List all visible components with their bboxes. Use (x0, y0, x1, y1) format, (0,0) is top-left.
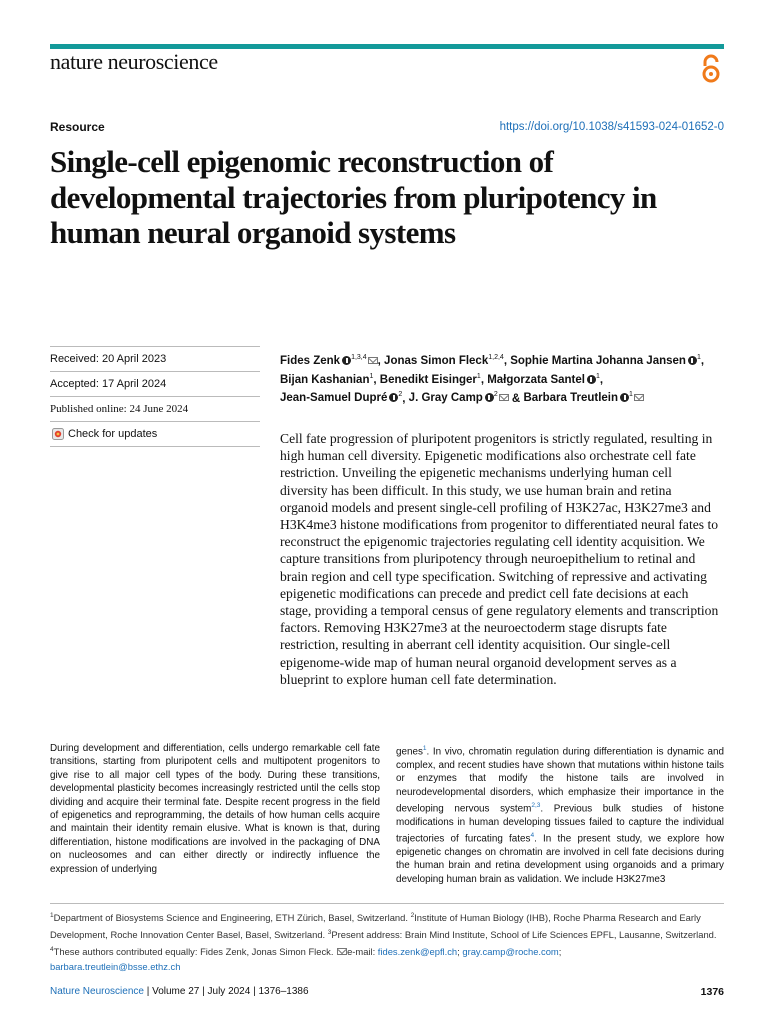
author-affiliation: 1,2,4 (488, 354, 504, 361)
orcid-icon[interactable] (389, 393, 398, 402)
citation-link[interactable]: 2,3 (531, 801, 541, 809)
orcid-icon[interactable] (342, 356, 351, 365)
affiliation-number: 4 (50, 945, 54, 953)
orcid-icon[interactable] (688, 356, 697, 365)
author-name[interactable]: Sophie Martina Johanna Jansen (510, 354, 686, 367)
check-for-updates-button[interactable] (50, 422, 260, 447)
footer-issue-info: | Volume 27 | July 2024 | 1376–1386 (143, 986, 309, 997)
author (523, 392, 644, 404)
affiliation-text: Institute of Human Biology (IHB), Roche Pharma Research and Early Development, Roche Innovation Center Basel, Basel, Switzerland. (50, 912, 701, 941)
author-name[interactable]: Jean-Samuel Dupré (280, 392, 388, 405)
article-type: Resource (50, 120, 105, 134)
body-column-2 (396, 742, 724, 886)
author-affiliation: 1 (595, 372, 600, 380)
affiliation-text: These authors contributed equally: Fides Zenk, Jonas Simon Fleck. (53, 945, 337, 957)
author-affiliation: 1 (629, 391, 633, 399)
published-date: Published online: 24 June 2024 (50, 397, 260, 422)
citation-link[interactable]: 1 (422, 745, 427, 752)
check-for-updates-label: Check for updates (68, 428, 158, 440)
footer-journal-link[interactable]: Nature Neuroscience (50, 986, 144, 997)
affiliation-text: Department of Biosystems Science and Engineering, ETH Zürich, Basel, Switzerland. (53, 912, 411, 924)
author (487, 374, 600, 386)
footnote-divider (50, 903, 724, 904)
mail-icon[interactable] (368, 357, 378, 364)
orcid-icon[interactable] (485, 393, 494, 402)
open-access-icon (698, 54, 724, 84)
check-for-updates-icon (52, 428, 64, 440)
author-list: Fides Zenk $^{1,3,4}$ , Jonas Simon Fleck$^{1,2,4}$, Sophie Martina Johanna Jansen $^1$, Bijan Kashanian$^1$, Benedikt Eisinger$^1$, Małgorzata Santel $^1$, Jean-Samuel Dupré $^2$, J. Gray Camp $^2$ & Barbara Treutlein $^1$ (280, 354, 705, 405)
author-name[interactable]: Jonas Simon Fleck (384, 354, 489, 367)
author (280, 355, 378, 367)
affiliation-number: 2 (410, 912, 415, 919)
author-affiliation: 2 (493, 391, 498, 399)
body-text: . In vivo, chromatin regulation during differentiation is dynamic and complex, and recent studies have shown that mutations within histone tails or enzymes that modify the histone tails are involved in neurodevelopmental disorders, which emphasize their importance in the developing nervous system (396, 746, 724, 815)
accepted-date: Accepted: 17 April 2024 (50, 372, 260, 397)
author (380, 374, 481, 386)
author (280, 374, 373, 386)
author-name[interactable]: Fides Zenk (280, 354, 341, 367)
body-text: . In the present study, we explore how epigenetic changes on chromatin are involved in cell fate decisions during the human brain and retina development using organoids and a primary developing human brain as validation. We include H3K27me3 (396, 833, 724, 885)
author (409, 392, 509, 404)
mail-icon[interactable] (499, 394, 509, 401)
doi-link[interactable]: https://doi.org/10.1038/s41593-024-01652-0 (499, 121, 724, 133)
author-affiliation: 1,3,4 (351, 354, 367, 361)
citation-link[interactable]: 4 (530, 832, 535, 840)
author-name[interactable]: Małgorzata Santel (487, 373, 585, 386)
orcid-icon[interactable] (620, 393, 629, 402)
journal-name: nature neuroscience (50, 49, 218, 74)
author-name[interactable]: Benedikt Eisinger (379, 373, 477, 386)
body-text: . Previous bulk studies of histone modifications in human developing tissues failed to capture the individual trajectories of furcating fates (396, 803, 724, 845)
article-title: Single-cell epigenomic reconstruction of developmental trajectories from pluripotency in human neural organoid systems (50, 144, 657, 250)
author-affiliation: 1 (369, 372, 374, 380)
affiliation-number: 1 (50, 912, 54, 919)
affiliations (50, 909, 722, 975)
author-name[interactable]: Barbara Treutlein (523, 392, 619, 405)
mail-icon[interactable] (634, 394, 644, 401)
email-link[interactable]: gray.camp@roche.com (462, 945, 559, 957)
author-affiliation: 1 (696, 354, 701, 361)
page-footer (50, 986, 309, 997)
author-name[interactable]: Bijan Kashanian (280, 373, 370, 386)
body-text: genes (396, 746, 423, 758)
received-date: Received: 20 April 2023 (50, 346, 260, 372)
affiliation-text: Present address: Brain Mind Institute, School of Life Sciences EPFL, Lausanne, Switzerland. (331, 929, 717, 941)
author (280, 392, 402, 404)
dates-panel (50, 346, 260, 447)
author-name[interactable]: J. Gray Camp (408, 392, 483, 405)
email-label: e-mail: (347, 945, 378, 957)
body-column-1: During development and differentiation, cells undergo remarkable cell fate transitions, starting from pluripotent cells and multipotent progenitors to give rise to all major cell types of the body. During these transitions, developmental plasticity becomes increasingly restricted until the cells stop dividing and acquire their terminal fate. Despite recent progress in the field of epigenetics and reprogramming, the details of how human cells acquire and maintain their identity remain elusive. What is known is that, during differentiation, histone modifications are involved in the packaging of DNA on nucleosomes and can either directly or indirectly influence the expression of underlying (50, 743, 380, 875)
author-affiliation: 1 (476, 372, 481, 380)
author-affiliation: 2 (398, 391, 403, 399)
abstract: Cell fate progression of pluripotent progenitors is strictly regulated, resulting in high human cell diversity. Epigenetic modifications also orchestrate cell fate restriction. Unveiling the epigenetic mechanisms underlying human cell diversity has been difficult. In this study, we use human brain and retina organoid models and present single-cell profiling of H3K27ac, H3K27me3 and H3K4me3 histone modifications from progenitor to differentiated neural fates to reconstruct the epigenomic trajectories regulating cell identity acquisition. We capture transitions from pluripotency through neuroepithelium to retinal and brain region and cell type specification. Switching of repressive and activating epigenetic modifications can precede and predict cell fate decisions at each stage, providing a temporal census of gene regulatory elements and transcription factors. Removing H3K27me3 at the neuroectoderm stage disrupts fate restriction, resulting in aberrant cell identity acquisition. Our single-cell epigenome-wide map of human neural organoid development serves as a blueprint to explore human cell fate determination. (280, 431, 719, 687)
author (510, 355, 701, 367)
email-link[interactable]: fides.zenk@epfl.ch (377, 945, 458, 957)
page-number: 1376 (700, 986, 724, 998)
separator: ; (558, 945, 562, 957)
affiliation-number: 3 (327, 928, 332, 936)
separator: ; (457, 945, 463, 957)
email-link[interactable]: barbara.treutlein@bsse.ethz.ch (50, 960, 181, 972)
orcid-icon[interactable] (587, 375, 596, 384)
author (384, 355, 504, 367)
mail-icon (337, 948, 347, 955)
